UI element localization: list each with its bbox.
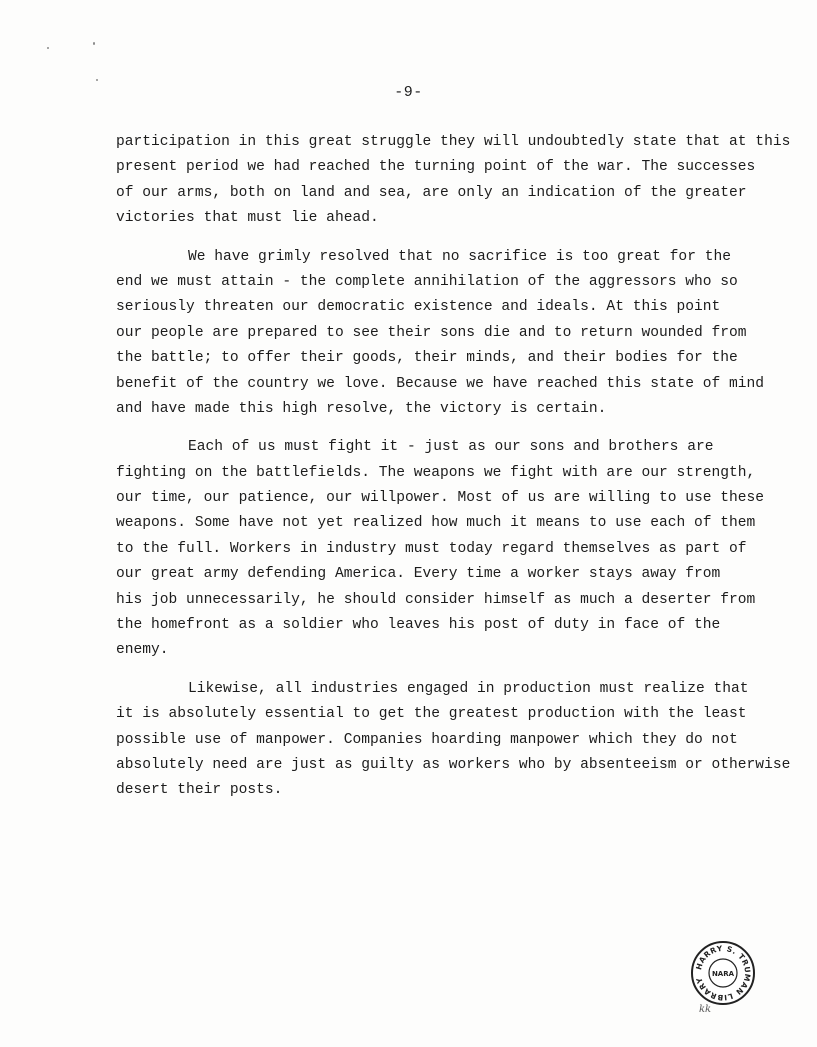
paragraph-gap	[116, 422, 740, 435]
text-line: of our arms, both on land and sea, are only an indication of the greater	[116, 184, 747, 201]
text-line: present period we had reached the turning point of the war. The successes	[116, 159, 756, 176]
scan-speck	[96, 79, 98, 81]
text-line: Likewise, all industries engaged in production must realize that	[188, 680, 749, 697]
text-line: the homefront as a soldier who leaves his post of duty in face of the	[116, 617, 721, 634]
text-line: fighting on the battlefields. The weapons we fight with are our strength,	[116, 464, 756, 481]
scan-speck	[47, 47, 49, 49]
text-line: our time, our patience, our willpower. Most of us are willing to use these	[116, 490, 765, 507]
paragraph	[116, 677, 791, 804]
text-line: our people are prepared to see their sons die and to return wounded from	[116, 324, 747, 341]
paragraph	[116, 130, 791, 232]
text-line: to the full. Workers in industry must today regard themselves as part of	[116, 540, 747, 557]
text-line: Each of us must fight it - just as our sons and brothers are	[188, 439, 714, 456]
text-line: participation in this great struggle they will undoubtedly state that at this	[116, 134, 791, 150]
paragraph	[116, 435, 765, 664]
text-line: possible use of manpower. Companies hoarding manpower which they do not	[116, 731, 738, 748]
text-line: victories that must lie ahead.	[116, 210, 379, 227]
text-line: our great army defending America. Every time a worker stays away from	[116, 566, 721, 583]
text-line: We have grimly resolved that no sacrifice is too great for the	[188, 248, 731, 265]
paragraph	[116, 245, 765, 423]
text-line: enemy.	[116, 642, 169, 659]
text-line: and have made this high resolve, the victory is certain.	[116, 400, 607, 417]
scan-speck	[93, 42, 95, 45]
text-line: end we must attain - the complete annihilation of the aggressors who so	[116, 273, 738, 290]
text-line: weapons. Some have not yet realized how much it means to use each of them	[116, 515, 756, 532]
paragraph-gap	[116, 232, 740, 245]
text-line: it is absolutely essential to get the greatest production with the least	[116, 706, 747, 723]
letter-body	[116, 130, 791, 804]
stamp-center-text: NARA	[711, 970, 735, 978]
text-line: seriously threaten our democratic existence and ideals. At this point	[116, 299, 721, 316]
text-line: desert their posts.	[116, 782, 283, 799]
truman-library-stamp	[690, 940, 756, 1006]
text-line: the battle; to offer their goods, their minds, and their bodies for the	[116, 350, 738, 367]
stamp-arc-text: HARRY S. TRUMAN LIBRARY	[694, 943, 753, 1003]
paragraph-gap	[116, 664, 740, 677]
text-line: benefit of the country we love. Because we have reached this state of mind	[116, 375, 765, 392]
page-number: -9-	[394, 84, 423, 101]
handwritten-initials: kk	[699, 1004, 712, 1015]
text-line: absolutely need are just as guilty as workers who by absenteeism or otherwise	[116, 756, 791, 773]
text-line: his job unnecessarily, he should consider himself as much a deserter from	[116, 591, 756, 608]
